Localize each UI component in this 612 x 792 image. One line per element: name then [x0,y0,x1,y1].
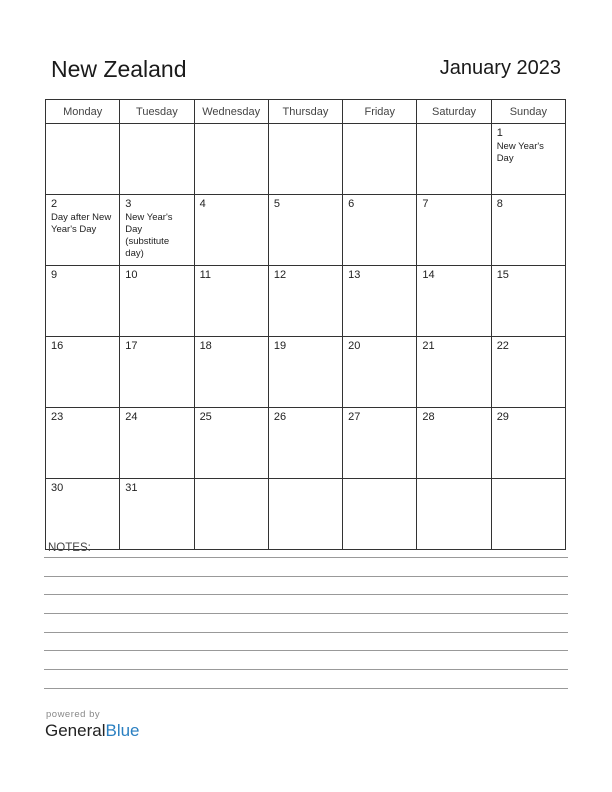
day-number: 8 [496,198,503,210]
country-title: New Zealand [51,56,187,82]
month-year-title: January 2023 [439,57,561,79]
day-number: 18 [199,340,212,352]
generalblue-logo [45,721,140,741]
day-cell [268,195,342,266]
day-cell [194,124,268,195]
note-line [44,632,568,633]
weekday-header: Sunday [491,100,565,124]
day-number: 9 [51,269,58,281]
week-row [46,337,566,408]
day-cell [343,266,417,337]
day-number: 28 [422,411,435,423]
day-cell [417,408,491,479]
day-number: 7 [422,198,429,210]
day-cell [491,337,565,408]
day-cell [120,479,194,550]
day-cell [194,195,268,266]
notes-label: NOTES: [48,542,91,554]
day-cell [194,479,268,550]
note-line [44,557,568,558]
holiday-label: New Year's Day [496,141,544,164]
calendar-body [46,124,566,550]
day-cell [46,266,120,337]
day-number: 13 [348,269,361,281]
day-number: 12 [273,269,287,281]
day-cell [46,479,120,550]
day-number: 21 [422,340,435,352]
weekday-header: Tuesday [120,100,194,124]
day-number: 14 [422,269,435,281]
day-cell [46,124,120,195]
day-cell [491,408,565,479]
day-cell [417,337,491,408]
week-row [46,124,566,195]
day-cell [343,124,417,195]
day-cell [417,124,491,195]
day-number: 5 [273,198,280,210]
day-cell [268,337,342,408]
brand-blue: Blue [105,721,140,740]
day-number: 4 [199,198,206,210]
day-number: 11 [199,269,211,281]
day-number: 27 [348,411,361,423]
day-number: 2 [51,198,58,210]
powered-by-text: powered by [46,709,101,720]
day-number: 24 [125,411,138,423]
weekday-header: Saturday [417,100,491,124]
day-number: 23 [51,411,64,423]
weekday-header: Friday [343,100,417,124]
day-cell [343,337,417,408]
day-number: 22 [496,340,509,352]
brand-general: General [45,721,106,740]
day-number: 25 [199,411,212,423]
day-cell [268,479,342,550]
weekday-header: Monday [46,100,120,124]
day-number: 10 [125,269,138,281]
day-cell [343,195,417,266]
day-cell [417,479,491,550]
day-cell [417,266,491,337]
week-row [46,195,566,266]
holiday-label: Day after New Year's Day [51,212,112,235]
day-number: 15 [496,269,509,281]
weekday-header: Thursday [268,100,342,124]
day-cell [120,124,194,195]
day-cell [194,408,268,479]
day-cell [268,408,342,479]
day-cell [194,266,268,337]
week-row [46,266,566,337]
day-number: 29 [496,411,509,423]
week-row [46,479,566,550]
day-number: 17 [125,340,138,352]
day-number: 3 [125,198,132,210]
day-cell [268,124,342,195]
note-line [44,613,568,614]
day-number: 26 [273,411,287,423]
day-cell [417,195,491,266]
day-number: 19 [273,340,287,352]
day-cell [120,337,194,408]
note-line [44,669,568,670]
note-line [44,650,568,651]
day-number: 1 [496,127,503,139]
weekday-header-row [46,100,566,124]
day-cell [491,195,565,266]
day-cell [194,337,268,408]
day-cell [491,266,565,337]
day-number: 6 [348,198,355,210]
day-number: 31 [125,482,138,494]
day-cell [491,124,565,195]
week-row [46,408,566,479]
day-cell [120,408,194,479]
day-cell [343,479,417,550]
weekday-header: Wednesday [194,100,268,124]
note-line [44,576,568,577]
day-cell [491,479,565,550]
note-line [44,688,568,689]
day-cell [343,408,417,479]
day-number: 30 [51,482,64,494]
holiday-label: New Year's Day (substitute day) [125,212,173,259]
day-cell [46,337,120,408]
note-line [44,594,568,595]
calendar-grid [45,99,566,550]
day-cell [46,195,120,266]
day-cell [120,195,194,266]
day-cell [268,266,342,337]
day-number: 20 [348,340,361,352]
day-cell [46,408,120,479]
day-cell [120,266,194,337]
day-number: 16 [51,340,64,352]
